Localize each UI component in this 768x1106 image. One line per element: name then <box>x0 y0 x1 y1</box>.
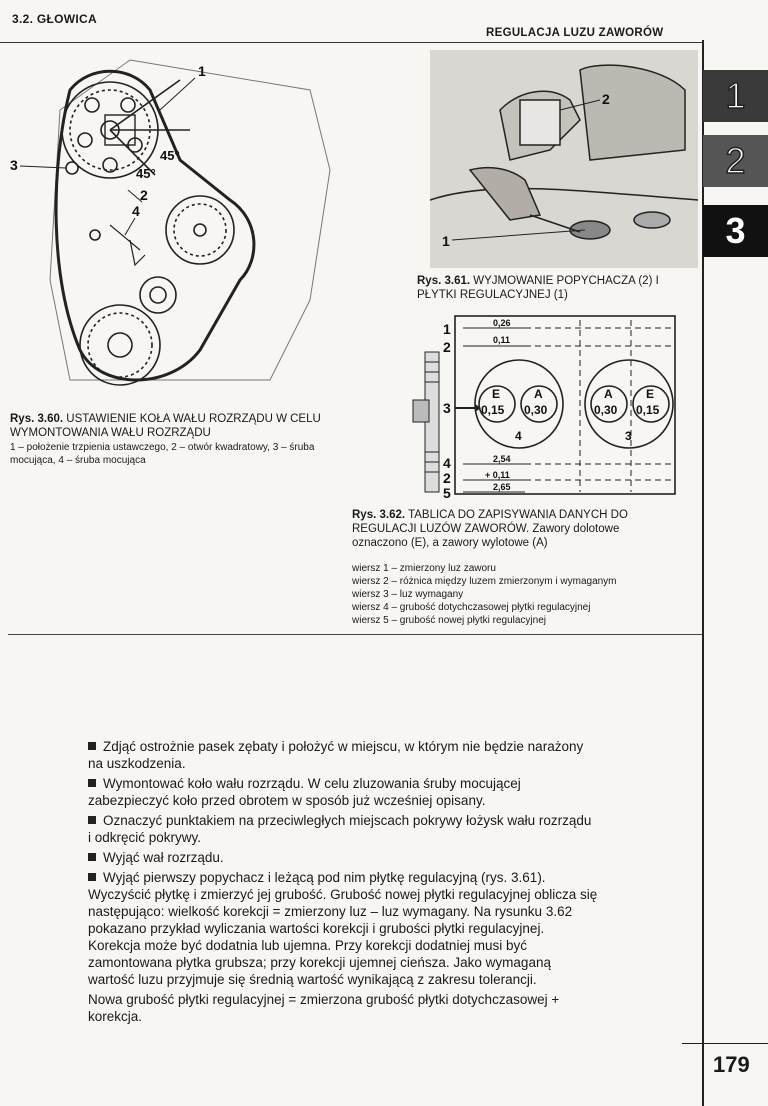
page-number: 179 <box>713 1052 750 1077</box>
fig362-legend-5: wiersz 5 – grubość nowej płytki regulacyjnej <box>352 615 546 626</box>
fig360-callout-3: 3 <box>10 157 18 173</box>
figure-3-62-table <box>405 312 685 502</box>
fig362-row-3: 3 <box>443 400 451 416</box>
fig362-legend-2: wiersz 2 – różnica między luzem zmierzonym i wymaganym <box>352 576 617 587</box>
fig362-row-2: 2 <box>443 339 451 355</box>
fig362-val-254: 2,54 <box>493 454 511 464</box>
bullet-item: Wyjąć wał rozrządu. <box>88 849 598 866</box>
fig362-cyl3-e-letter: E <box>646 387 655 401</box>
bullet-item: Wymontować koło wału rozrządu. W celu zluzowania śruby mocującej zabezpieczyć koło przed obrotem w sposób już wcześniej opisany. <box>88 776 521 808</box>
figure-3-62-caption <box>352 508 672 550</box>
chapter-tab-1[interactable]: 1 <box>703 70 768 122</box>
body-text <box>88 738 598 1028</box>
fig362-row-2b: 2 <box>443 470 451 486</box>
fig362-cyl3-a-letter: A <box>604 387 613 401</box>
figure-3-60-caption-number: Rys. 3.60. <box>10 413 64 425</box>
topic-header: REGULACJA LUZU ZAWORÓW <box>486 27 664 39</box>
figure-3-60-caption <box>10 412 355 440</box>
fig360-callout-2: 2 <box>140 187 148 203</box>
figure-3-62-caption-number: Rys. 3.62. <box>352 509 406 521</box>
fig362-cyl3-label: 3 <box>625 429 632 443</box>
fig360-angle-2: 45° <box>136 166 156 181</box>
figure-3-60-drawing <box>10 50 390 400</box>
fig362-cyl4-a-letter: A <box>534 387 543 401</box>
right-border-line <box>702 40 704 1106</box>
figure-3-61-caption <box>417 274 697 302</box>
figure-3-62-caption-rest: Zawory dolotowe oznaczono (E), a zawory wylotowe (A) <box>352 523 620 549</box>
fig362-cyl4-e-letter: E <box>492 387 501 401</box>
fig362-val-011: 0,11 <box>493 335 511 345</box>
bullet-item: Oznaczyć punktakiem na przeciwległych miejscach pokrywy łożysk wału rozrządu i odkręcić pokrywy. <box>88 813 592 845</box>
figure-3-60-caption-title: USTAWIENIE KOŁA WAŁU ROZRZĄDU W CELU WYMONTOWANIA WAŁU ROZRZĄDU <box>10 413 321 439</box>
fig362-val-plus011: + 0,11 <box>485 470 510 480</box>
bullet-square-icon <box>88 742 96 750</box>
section-header: 3.2. GŁOWICA <box>12 12 97 26</box>
fig362-cyl3-e-val: 0,15 <box>636 403 660 417</box>
closing-paragraph: Nowa grubość płytki regulacyjnej = zmierzona grubość płytki dotychczasowej + korekcja. <box>88 992 560 1024</box>
fig362-legend-1: wiersz 1 – zmierzony luz zaworu <box>352 563 496 574</box>
fig361-callout-1: 1 <box>442 233 450 249</box>
fig362-row-1: 1 <box>443 321 451 337</box>
fig362-row-4: 4 <box>443 455 451 471</box>
bullet-square-icon <box>88 873 96 881</box>
figure-3-60-legend: 1 – położenie trzpienia ustawczego, 2 – otwór kwadratowy, 3 – śruba mocująca, 4 – śruba mocująca <box>10 442 315 466</box>
figure-3-62-legend <box>352 562 692 627</box>
bullet-square-icon <box>88 779 96 787</box>
figure-3-61-drawing <box>430 50 698 268</box>
fig362-cyl4-e-val: 0,15 <box>481 403 505 417</box>
section-divider <box>8 634 702 635</box>
bullet-square-icon <box>88 853 96 861</box>
page-number-rule <box>682 1043 768 1044</box>
fig362-cyl3-a-val: 0,30 <box>594 403 618 417</box>
fig360-callout-4: 4 <box>132 203 140 219</box>
bullet-square-icon <box>88 816 96 824</box>
bullet-item: Zdjąć ostrożnie pasek zębaty i położyć w miejscu, w którym nie będzie narażony na uszkodzenia. <box>88 739 584 771</box>
chapter-tab-3[interactable]: 3 <box>703 205 768 257</box>
fig362-legend-4: wiersz 4 – grubość dotychczasowej płytki regulacyjnej <box>352 602 591 613</box>
fig362-cyl4-a-val: 0,30 <box>524 403 548 417</box>
figure-3-61-caption-title: WYJMOWANIE POPYCHACZA (2) I PŁYTKI REGULACYJNEJ (1) <box>417 275 659 301</box>
fig361-callout-2: 2 <box>602 91 610 107</box>
bullet-item: Wyjąć pierwszy popychacz i leżącą pod nim płytkę regulacyjną (rys. 3.61). Wyczyścić płytkę i zmierzyć jej grubość. Grubość nowej płytki regulacyjnej oblicza się następująco: wielkość korekcji = zmierzony luz – luz wymagany. Na rysunku 3.62 pokazano przykład wyliczania wartości korekcji i grubości płytki regulacyjnej. Korekcja może być dodatnia lub ujemna. Przy korekcji dodatniej musi być zamontowana płytka grubsza; przy korekcji ujemnej cieńsza. Jako wymaganą wartość luzu przyjmuje się średnią wartość wynikającą z zakresu tolerancji. <box>88 870 598 987</box>
header-rule <box>0 42 703 43</box>
fig362-val-265: 2,65 <box>493 482 511 492</box>
fig360-angle-1: 45° <box>160 148 180 163</box>
fig362-row-5: 5 <box>443 485 451 501</box>
fig360-callout-1: 1 <box>198 63 206 79</box>
fig362-legend-3: wiersz 3 – luz wymagany <box>352 589 464 600</box>
figure-3-62-caption-title: TABLICA DO ZAPISYWANIA DANYCH DO REGULACJI LUZÓW ZAWORÓW. <box>352 509 628 535</box>
figure-3-61-caption-number: Rys. 3.61. <box>417 275 471 287</box>
fig362-val-026: 0,26 <box>493 318 511 328</box>
chapter-tab-2[interactable]: 2 <box>703 135 768 187</box>
fig362-cyl4-label: 4 <box>515 429 522 443</box>
